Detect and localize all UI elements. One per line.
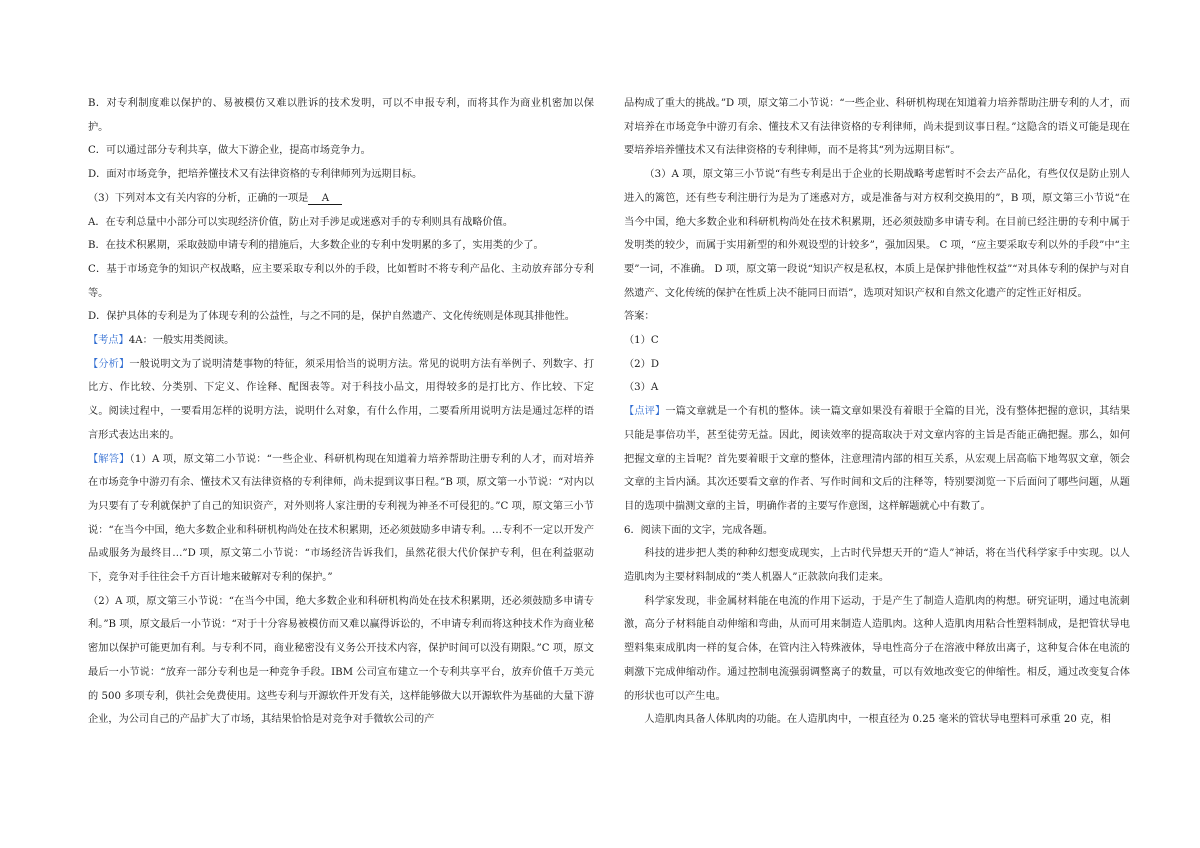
dianping-text: 一篇文章就是一个有机的整体。读一篇文章如果没有着眼于全篇的目光，没有整体把握的意识，其结果只能是事倍功半，甚至徒劳无益。因此，阅读效率的提高取决于对文章内容的主旨是否能正确把握。那么，如何把握文章的主旨呢？首先要着眼于文章的整体，注意理清内部的相互关系，从宏观上居高临下地驾驭文章，领会文章的主旨内涵。其次还要看文章的作者、写作时间和文后的注释等，特别要浏览一下后面问了哪些问题，从题目的选项中揣测文章的主旨，明确作者的主要写作意图，这样解题就心中有数了。 — [624, 406, 1131, 512]
question-3 — [88, 187, 594, 211]
fenxi-tag: 【分析】 — [88, 358, 130, 370]
fenxi-text: 一般说明文为了说明清楚事物的特征，须采用恰当的说明方法。常见的说明方法有举例子、列数字、打比方、作比较、分类别、下定义、作诠释、配图表等。对于科技小品文，用得较多的是打比方、作比较、下定义。阅读过程中，一要看用怎样的说明方法，说明什么对象，有什么作用，二要看所用说明方法是通过怎样的语言形式表达出来的。 — [88, 358, 595, 441]
answer-1: （1）C — [624, 335, 659, 347]
question-3-option-b: B．在技术积累期，采取鼓励申请专利的措施后，大多数企业的专利中发明累的多了，实用类的少了。 — [88, 240, 544, 252]
passage-paragraph-3: 人造肌肉具备人体肌肉的功能。在人造肌肉中，一根直径为 0.25 毫米的管状导电塑料可承重 20 克，相 — [644, 714, 1111, 726]
left-column — [88, 92, 594, 732]
kaodian-section — [88, 329, 594, 353]
answer-2: （2）D — [624, 358, 660, 370]
answer-label: 答案： — [624, 311, 655, 323]
question-3-option-d: D．保护具体的专利是为了体现专利的公益性，与之不同的是，保护自然遗产、文化传统则是体现其排他性。 — [88, 311, 575, 323]
fenxi-section — [88, 353, 594, 448]
question-6-title: 6．阅读下面的文字，完成各题。 — [624, 524, 774, 536]
jieda-question-3: （3）A 项，原文第三小节说“有些专利是出于企业的长期战略考虑暂时不会去产品化，有些仅仅是防止别人进入的篱笆，还有些专利注册行为是为了迷惑对方，或是准备与对方权利交换用的”，B 项，原文第三小节说“在当今中国，绝大多数企业和科研机构尚处在技术积累期，还必须鼓励多申请专利。在目前已经注册的专利中属于发明类的较少，而属于实用新型的和外观设型的计较多”，强加因果。 C 项，“应主要采取专利以外的手段”中“主要”一词，不准确。 D 项，原文第一段说“知识产权是私权，本质上是保护排他性权益”“对具体专利的保护与对自然遗产、文化传统的保护在性质上决不能同日而语”，选项对知识产权和自然文化遗产的定性正好相反。 — [624, 169, 1130, 299]
answer-3: （3）A — [624, 382, 659, 394]
right-column — [624, 92, 1130, 732]
kaodian-text: 4A：一般实用类阅读。 — [128, 335, 235, 347]
jieda-continuation: 品构成了重大的挑战。”D 项，原文第二小节说：“一些企业、科研机构现在知道着力培养帮助注册专利的人才，而对培养在市场竞争中游刃有余、懂技术又有法律资格的专利律师，尚未提到议事日程。”这隐含的语义可能是现在要培养培养懂技术又有法律资格的专利律师，而不是将其“列为远期目标”。 — [624, 98, 1130, 157]
dianping-section — [624, 400, 1130, 519]
jieda-text: （1）A 项，原文第二小节说：“一些企业、科研机构现在知道着力培养帮助注册专利的人才，而对培养在市场竞争中游刃有余、懂技术又有法律资格的专利律师，尚未提到议事日程。”B 项，原文第一小节说：“对内以为只要有了专利就保护了自己的知识资产，对外则将人家注册的专利视为神圣不可侵犯的。”C 项，原文第三小节说：“在当今中国，绝大多数企业和科研机构尚处在技术积累期，还必须鼓励多申请专利。…专利不一定以开发产品或服务为最终目…”D 项，原文第二小节说：“市场经济告诉我们，虽然花很大代价保护专利，但在利益驱动下，竞争对手往往会千方百计地来破解对专利的保护。” — [88, 453, 595, 584]
option-c: C．可以通过部分专利共享，做大下游企业，提高市场竞争力。 — [88, 145, 371, 157]
passage-paragraph-2: 科学家发现，非金属材料能在电流的作用下运动，于是产生了制造人造肌肉的构想。研究证明，通过电流刺激，高分子材料能自动伸缩和弯曲，从而可用来制造人造肌肉。这种人造肌肉用粘合性塑料制成，是把管状导电塑料集束成肌肉一样的复合体，在管内注入特殊液体，导电性高分子在溶液中释放出离子，这种复合体在电流的刺激下完成伸缩动作。通过控制电流强弱调整离子的数量，可以有效地改变它的伸缩性。相反，通过改变复合体的形状也可以产生电。 — [624, 595, 1130, 702]
jieda-tag: 【解答】 — [88, 453, 130, 465]
question-3-text: （3）下列对本文有关内容的分析，正确的一项是 — [88, 192, 309, 204]
question-3-option-c: C．基于市场竞争的知识产权战略，应主要采取专利以外的手段，比如暂时不将专利产品化、主动放弃部分专利等。 — [88, 263, 594, 299]
option-b: B．对专利制度难以保护的、易被模仿又难以胜诉的技术发明，可以不申报专利，而将其作为商业机密加以保护。 — [88, 98, 594, 133]
jieda-question-2: （2）A 项，原文第三小节说：“在当今中国，绝大多数企业和科研机构尚处在技术积累期，还必须鼓励多申请专利。”B 项，原文最后一小节说：“对于十分容易被模仿而又难以赢得诉讼的，不申请专利而将这种技术作为商业秘密加以保护可能更加有利。与专利不同，商业秘密没有义务公开技术内容，保护时间可以没有期限。”C 项，原文最后一小节说：“放弃一部分专利也是一种竞争手段。IBM 公司宣布建立一个专利共享平台，放弃价值千万美元的 500 多项专利，供社会免费使用。这些专利与开源软件开发有关，这样能够做大以开源软件为基础的大量下游企业，为公司自己的产品扩大了市场，其结果恰恰是对竞争对手微软公司的产 — [88, 595, 594, 726]
jieda-section — [88, 448, 594, 590]
kaodian-tag: 【考点】 — [88, 335, 129, 347]
question-3-option-a: A．在专利总量中小部分可以实现经济价值，防止对手涉足或迷惑对手的专利则具有战略价值。 — [88, 216, 514, 228]
passage-paragraph-1: 科技的进步把人类的种种幻想变成现实，上古时代异想天开的“造人”神话，将在当代科学家手中实现。以人造肌肉为主要材料制成的“类人机器人”正款款向我们走来。 — [624, 548, 1130, 584]
option-d: D．面对市场竞争，把培养懂技术又有法律资格的专利律师列为远期目标。 — [88, 169, 423, 181]
question-3-answer-blank: A — [308, 193, 342, 205]
dianping-tag: 【点评】 — [624, 406, 666, 418]
